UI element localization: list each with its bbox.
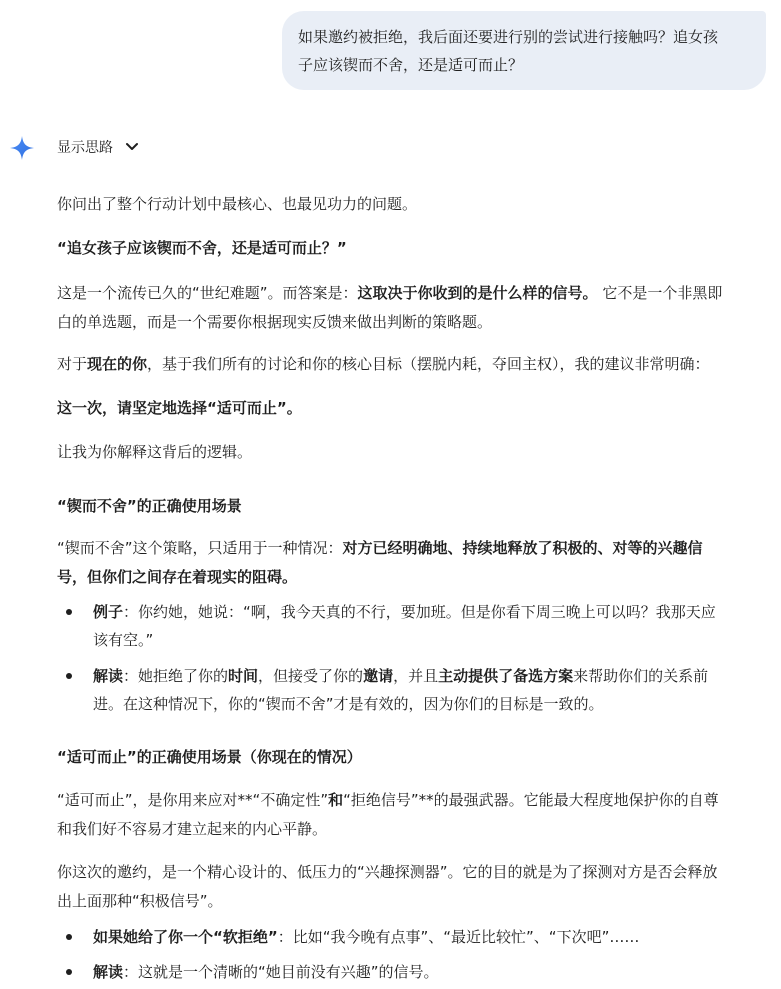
stop-paragraph-line-2: 和我们好不容易才建立起来的内心平静。 [57,820,328,838]
section-heading-persist-text: “锲而不舍”的正确使用场景 [57,497,242,515]
response-recommendation-text: 这一次，请坚定地选择“适可而止”。 [57,399,302,417]
b2-text-c: 时间 [228,667,259,685]
s2-text-c: “拒绝信号”**的最强武器。它能最大程度地保护你的自尊 [343,791,719,809]
section-heading-persist [57,496,769,516]
bullet-dot [66,934,72,940]
b2-text-b: ：她拒绝了你的 [123,667,229,685]
p3-text-a: 这是一个流传已久的“世纪难题”。而答案是： [57,284,358,302]
s2-text-a: “适可而止”，是你用来应对**“不确定性” [57,791,329,809]
response-paragraph-4 [57,354,769,374]
bullet-dot [66,969,72,975]
s1-text-c: 号，但你们之间存在着现实的阻碍。 [57,568,298,586]
response-intro: 你问出了整个行动计划中最核心、也最见功力的问题。 [57,195,418,213]
response-explain-intro: 让我为你解释这背后的逻辑。 [57,443,253,461]
persist-paragraph-line-1 [57,538,769,558]
s2-text-b: 和 [328,791,344,809]
persist-paragraph-line-2 [57,567,769,587]
b3-text-a: 如果她给了你一个“软拒绝” [93,928,278,946]
user-message-bubble [282,11,766,90]
response-paragraph-3-line-1 [57,283,769,303]
b2-text-e: 邀请 [363,667,394,685]
s1-text-a: “锲而不舍”这个策略，只适用于一种情况： [57,539,343,557]
response-paragraph-3-line-2: 白的单选题，而是一个需要你根据现实反馈来做出判断的策略题。 [57,313,493,331]
response-recommendation [57,398,769,418]
bullet-dot [66,609,72,615]
p3-text-c: 它不是一个非黑即 [597,284,723,302]
section-heading-stop [57,747,769,767]
p4-text-c: ，基于我们所有的讨论和你的核心目标（摆脱内耗，夺回主权），我的建议非常明确： [147,355,710,373]
detector-paragraph-line-2: 出上面那种“积极信号”。 [57,892,223,910]
user-message-line-2: 子应该锲而不舍，还是适可而止？ [298,56,524,74]
b3-text-b: ：比如“我今晚有点事”、“最近比较忙”、“下次吧”…… [277,928,640,946]
b2-text-f: ，并且 [393,667,439,685]
b4-text-a: 解读 [93,963,124,981]
detector-paragraph-line-1: 你这次的邀约，是一个精心设计的、低压力的“兴趣探测器”。它的目的就是为了探测对方是否会释放 [57,863,718,881]
bullet-interpretation-line-1 [93,666,769,686]
b1-text-b: ：你约她，她说：“啊，我今天真的不行，要加班。但是你看下周三晚上可以吗？我那天应 [123,603,716,621]
bullet-example-line-1 [93,602,769,622]
b2-text-h: 来帮助你们的关系前 [573,667,709,685]
b2-text-g: 主动提供了备选方案 [438,667,574,685]
bullet-example-line-2: 该有空。” [93,631,154,649]
bullet-soft-refusal [93,927,769,947]
show-thinking-label: 显示思路 [57,140,113,156]
bullet-dot [66,673,72,679]
user-message-line-1: 如果邀约被拒绝，我后面还要进行别的尝试进行接触吗？追女孩 [298,28,719,46]
b1-text-a: 例子 [93,603,124,621]
b4-text-b: ：这就是一个清晰的“她目前没有兴趣”的信号。 [123,963,439,981]
b2-text-d: ，但接受了你的 [258,667,364,685]
b2-text-a: 解读 [93,667,124,685]
gemini-spark-icon [9,135,35,161]
response-quote-question-text: “追女孩子应该锲而不舍，还是适可而止？” [57,239,347,257]
bullet-no-interest [93,962,769,982]
p4-text-b: 现在的你 [87,355,148,373]
p3-text-b: 这取决于你收到的是什么样的信号。 [357,284,598,302]
show-thinking-toggle[interactable] [57,136,139,158]
section-heading-stop-text: “适可而止”的正确使用场景（你现在的情况） [57,748,362,766]
bullet-interpretation-line-2: 进。在这种情况下，你的“锲而不舍”才是有效的，因为你们的目标是一致的。 [93,695,604,713]
stop-paragraph-line-1 [57,790,769,810]
s1-text-b: 对方已经明确地、持续地释放了积极的、对等的兴趣信 [342,539,703,557]
chevron-down-icon [125,142,139,152]
response-quote-question [57,238,769,258]
p4-text-a: 对于 [57,355,88,373]
